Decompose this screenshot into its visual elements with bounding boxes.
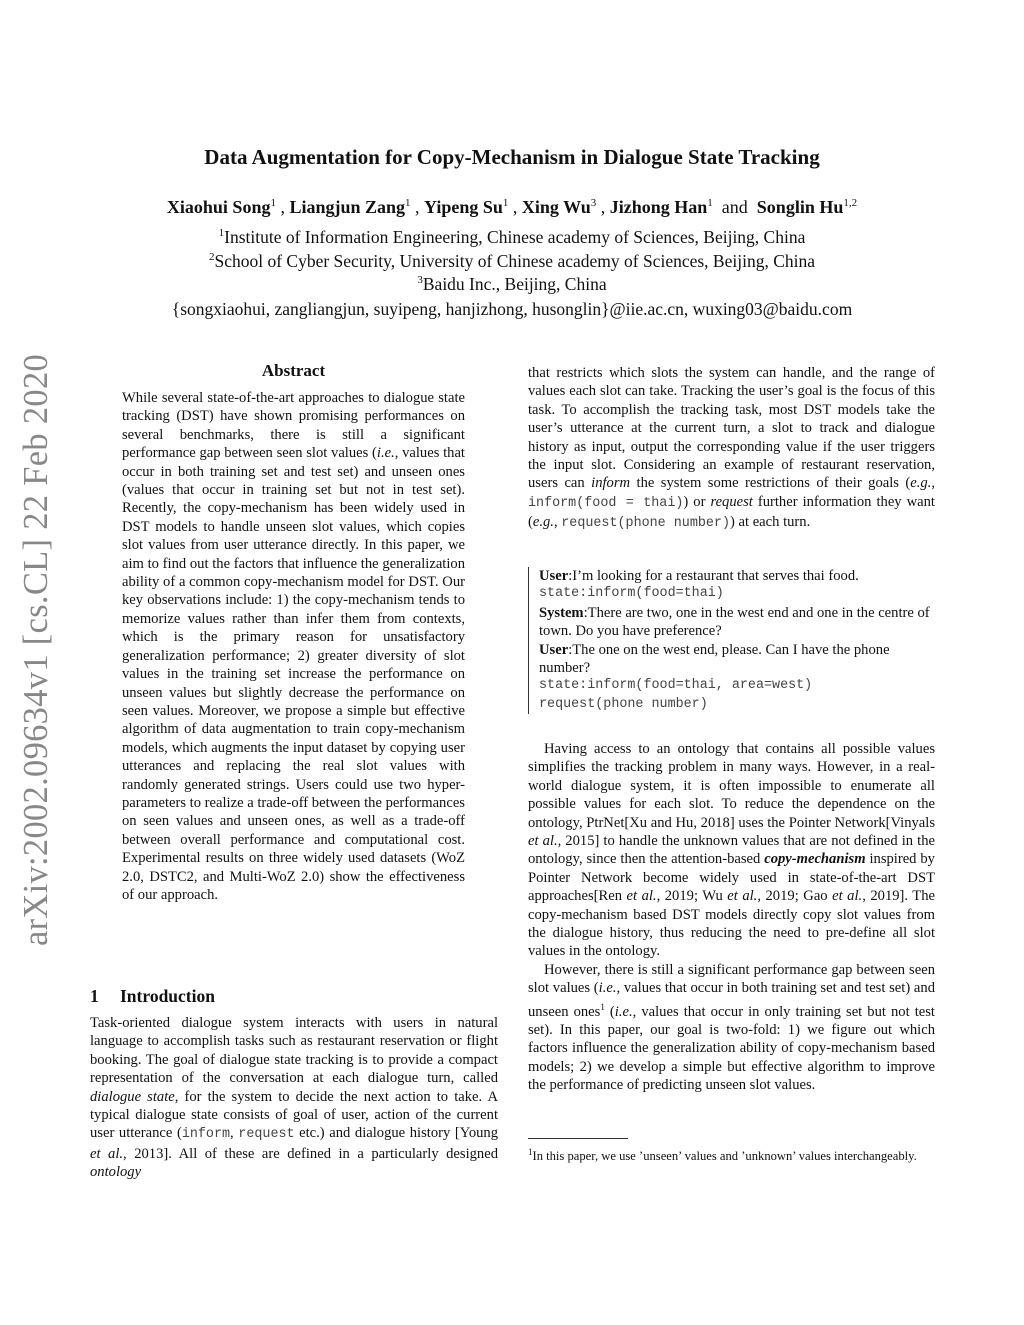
affil-text: Institute of Information Engineering, Chinese academy of Sciences, Beijing, China bbox=[224, 227, 806, 247]
author-name: Jizhong Han bbox=[609, 197, 708, 217]
paragraph: However, there is still a significant performance gap between seen slot values (i.e., values that occur in both training set and test set) and unseen ones$^1$ (i.e., values that occur in only training set but not test set). In this paper, our goal is two-fold: 1) we figure out which factors influence the generalization ability of copy-mechanism based models; 2) we develop a simple but effective algorithm to improve the performance of predicting unseen slot values. bbox=[528, 961, 935, 1094]
dialog-user-turn-1: User:I’m looking for a restaurant that serves thai food. bbox=[539, 568, 859, 584]
footnote: $^1$In this paper, we use ’unseen’ values and ’unknown’ values interchangeably. bbox=[528, 1147, 917, 1164]
author-name: Liangjun Zang bbox=[289, 197, 406, 217]
footnote-rule bbox=[528, 1138, 628, 1139]
affil-mark: 3 bbox=[417, 274, 423, 287]
author-emails: {songxiaohui, zangliangjun, suyipeng, hanjizhong, husonglin}@iie.ac.cn, wuxing03@baidu.com bbox=[171, 299, 853, 319]
affiliation-3 bbox=[0, 274, 1024, 295]
introduction-body: Task-oriented dialogue system interacts with users in natural language to accomplish tasks such as restaurant reservation or flight booking. The goal of dialogue state tracking is to provide a compact representation of the conversation at each dialogue turn, called dialogue state, for the system to decide the next action to take. A typical dialogue state consists of goal of user, action of the current user utterance (inform, request etc.) and dialogue history [Young et al., 2013]. All of these are defined in a particularly designed ontology bbox=[90, 1015, 499, 1181]
dialog-user-turn-2: User:The one on the west end, please. Can I have the phone number? bbox=[539, 641, 890, 677]
author-list: Xiaohui Song$^1$ , Liangjun Zang$^1$ , Yipeng Su$^1$ , Xing Wu$^3$ , Jizhong Han$^1$ and Songlin Hu$^{1,2}$ bbox=[166, 197, 858, 217]
author-affil-mark: 1 bbox=[405, 197, 411, 209]
authors-and: and bbox=[721, 197, 748, 217]
author-affil-mark: 3 bbox=[590, 197, 597, 209]
right-column-paragraphs-2 bbox=[528, 740, 935, 1095]
abstract-body: While several state-of-the-art approaches to dialogue state tracking (DST) have shown promising performances on several benchmarks, there is still a significant performance gap between seen slot values (i.e., values that occur in both training set and test set) and unseen ones (values that occur in training set but not in test set). Recently, the copy-mechanism has been widely used in DST models to handle unseen slot values, which copies slot values from user utterance directly. In this paper, we aim to find out the factors that influence the generalization ability of a common copy-mechanism model for DST. Our key observations include: 1) the copy-mechanism tends to memorize values rather than infer them from contexts, which is the primary reason for unsatisfactory generalization performance; 2) greater diversity of slot values in the training set increase the performance on unseen values but slightly decrease the performance on seen values. Moreover, we propose a simple but effective algorithm of data augmentation to train copy-mechanism models, which augments the input dataset by copying user utterances and replacing the real slot values with randomly generated strings. Users could use two hyper-parameters to realize a trade-off between the performances on seen values and unseen ones, as well as a trade-off between overall performance and computational cost. Experimental results on three widely used datasets (WoZ 2.0, DSTC2, and Multi-WoZ 2.0) show the effectiveness of our approach. bbox=[122, 390, 465, 903]
dialog-state-1: state:inform(food=thai) bbox=[539, 586, 724, 602]
section-heading-introduction: 1 Introduction bbox=[90, 986, 215, 1006]
paragraph: Having access to an ontology that contains all possible values simplifies the tracking problem in many ways. However, in a real-world dialogue system, it is often impossible to enumerate all possible values for each slot. To reduce the dependence on the ontology, PtrNet[Xu and Hu, 2018] uses the Pointer Network[Vinyals et al., 2015] to handle the unknown values that are not defined in the ontology, since then the attention-based copy-mechanism inspired by Pointer Network become widely used in state-of-the-art DST approaches[Ren et al., 2019; Wu et al., 2019; Gao et al., 2019]. The copy-mechanism based DST models directly copy slot values from the dialogue history, thus reducing the need to pre-define all slot values in the ontology. bbox=[528, 741, 936, 960]
paper-title: Data Augmentation for Copy-Mechanism in Dialogue State Tracking bbox=[204, 145, 820, 169]
author-name: Xing Wu bbox=[521, 197, 591, 217]
affiliation-1 bbox=[0, 227, 1024, 248]
dialog-state-2: state:inform(food=thai, area=west) bbox=[539, 678, 813, 694]
author-affil-mark: 1 bbox=[270, 197, 276, 209]
author-name: Songlin Hu bbox=[756, 197, 844, 217]
affil-mark: 1 bbox=[218, 227, 225, 240]
dialog-system-turn: System:There are two, one in the west end and one in the centre of town. Do you have preference? bbox=[539, 604, 930, 640]
author-affil-mark: 1 bbox=[707, 197, 713, 209]
affiliation-2 bbox=[0, 251, 1024, 272]
affil-text: Baidu Inc., Beijing, China bbox=[422, 274, 607, 294]
author-affil-mark: 1,2 bbox=[843, 197, 858, 209]
dialog-state-3: request(phone number) bbox=[539, 696, 708, 712]
dialogue-example bbox=[528, 567, 934, 714]
affil-mark: 2 bbox=[208, 251, 215, 264]
author-affil-mark: 1 bbox=[502, 197, 509, 209]
author-name: Xiaohui Song bbox=[166, 197, 271, 217]
arxiv-identifier: arXiv:2002.09634v1 [cs.CL] 22 Feb 2020 bbox=[17, 353, 55, 947]
author-name: Yipeng Su bbox=[424, 197, 503, 217]
abstract-heading: Abstract bbox=[261, 361, 326, 380]
right-column-paragraph-1: that restricts which slots the system can handle, and the range of values each slot can take. Tracking the user’s goal is the focus of this task. To accomplish the tracking task, most DST models take the user’s utterance at the current turn, a slot to track and dialogue history as input, output the corresponding value if the user triggers the input slot. Considering an example of restaurant reservation, users can inform the system some restrictions of their goals (e.g., inform(food = thai)) or request further information they want (e.g., request(phone number)) at each turn. bbox=[528, 365, 935, 532]
affil-text: School of Cyber Security, University of Chinese academy of Sciences, Beijing, China bbox=[214, 251, 816, 271]
